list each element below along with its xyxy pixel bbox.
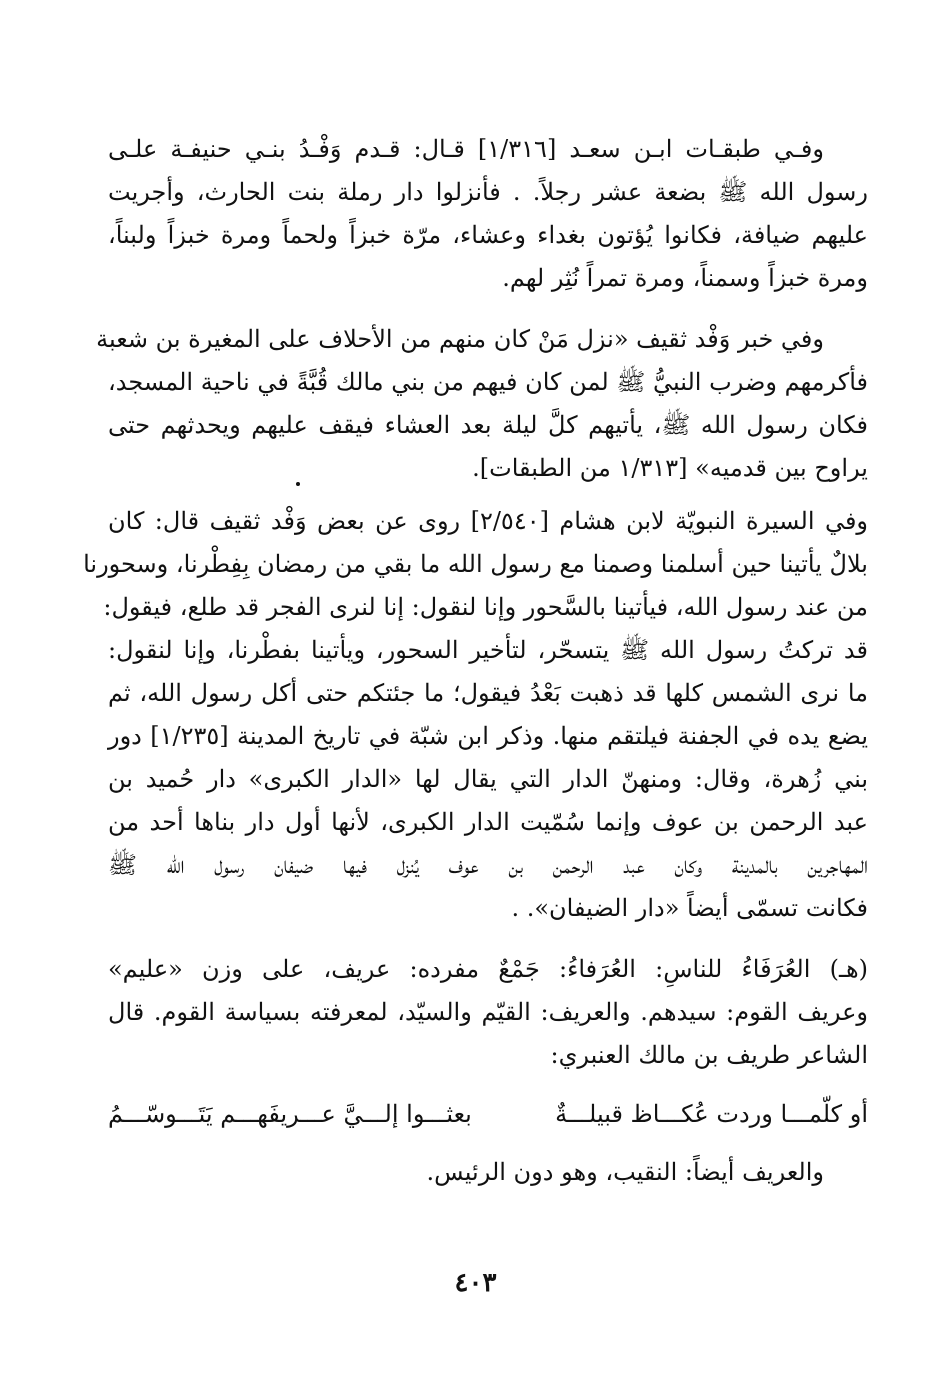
text-line: بلالٌ يأتينا حين أسلمنا وصمنا مع رسول الله ما بقي من رمضان بِفِطْرنا، وسحورنا: [83, 550, 868, 578]
paragraph-urafa: [108, 948, 868, 1077]
stray-mark: [296, 482, 300, 486]
page-body: [83, 128, 869, 1194]
text-line: وفي خبر وَفْد ثقيف «نزل مَنْ كان منهم من الأحلاف على المغيرة بن شعبة: [96, 325, 824, 353]
text-line: المهاجرين بالمدينة وكان عبد الرحمن بن عوف يُنزل فيها ضيفان رسول الله ﷺ: [108, 851, 868, 879]
text-line: يضع يده في الجفنة فيلتقم منها. وذكر ابن شبّة في تاريخ المدينة [١/٢٣٥] دور: [108, 722, 868, 750]
verse-second-hemistich: بعثـــوا إلـــيَّ عـــريفَهـــم يَتَـــوسّـــمُ: [108, 1100, 472, 1128]
paragraph-ibn-saad: [108, 128, 868, 300]
verse-first-hemistich: أو كلّمـــا وردت عُكـــاظ قبيلـــةٌ: [555, 1100, 868, 1128]
text-line: من عند رسول الله، فيأتينا بالسَّحور وإنا لنقول: إنا لنرى الفجر قد طلع، فيقول:: [103, 593, 868, 621]
text-line: فأكرمهم وضرب النبيُّ ﷺ لمن كان فيهم من بني مالك قُبَّةً في ناحية المسجد،: [108, 368, 868, 396]
page-number: ٤٠٣: [454, 1268, 497, 1298]
text-line: الشاعر طريف بن مالك العنبري:: [550, 1041, 868, 1069]
text-line: ومرة خبزاً وسمناً، ومرة تمراً نُثِر لهم.: [502, 264, 868, 292]
paragraph-ibn-hisham: [83, 500, 869, 930]
text-line: وفـي طبقـات ابـن سعـد [١/٣١٦] قـال: قـدم وَفْـدُ بنـي حنيفـة علـى: [108, 135, 824, 163]
text-line: (هـ) العُرَفَاءُ للناسِ: العُرَفاءُ: جَمْعٌ مفرده: عريف، على وزن «عليم»: [108, 955, 868, 983]
text-line: قد تركتُ رسول الله ﷺ يتسحّر، لتأخير السحور، ويأتينا بفطْرنا، وإنا لنقول:: [108, 636, 868, 664]
text-line: رسول الله ﷺ بضعة عشر رجلاً. . فأنزلوا دار رملة بنت الحارث، وأجريت: [108, 178, 868, 206]
text-line: فكان رسول الله ﷺ، يأتيهم كلَّ ليلة بعد العشاء فيقف عليهم ويحدثهم حتى: [108, 411, 868, 439]
text-line: بني زُهرة، وقال: ومنهنّ الدار التي يقال لها «الدار الكبرى» دار حُميد بن: [108, 765, 868, 793]
text-line: عليهم ضيافة، فكانوا يُؤتون بغداء وعشاء، مرّة خبزاً ولحماً ومرة خبزاً ولبناً،: [108, 221, 868, 249]
text-line: عبد الرحمن بن عوف وإنما سُمّيت الدار الكبرى، لأنها أول دار بناها أحد من: [108, 808, 868, 836]
closing-paragraph: [108, 1151, 868, 1194]
text-line: والعريف أيضاً: النقيب، وهو دون الرئيس.: [426, 1158, 824, 1186]
poetry-verse: [108, 1091, 868, 1137]
text-line: ما نرى الشمس كلها قد ذهبت بَعْدُ فيقول؛ ما جئتكم حتى أكل رسول الله، ثم: [108, 679, 868, 707]
text-line: وفي السيرة النبويّة لابن هشام [٢/٥٤٠] روى عن بعض وَفْد ثقيف قال: كان: [108, 507, 869, 535]
text-line: فكانت تسمّى أيضاً «دار الضيفان». .: [511, 894, 868, 922]
text-line: يراوح بين قدميه» [١/٣١٣ من الطبقات].: [472, 454, 868, 482]
paragraph-thaqif: [96, 318, 868, 490]
text-line: وعريف القوم: سيدهم. والعريف: القيّم والسيّد، لمعرفته بسياسة القوم. قال: [108, 998, 868, 1026]
